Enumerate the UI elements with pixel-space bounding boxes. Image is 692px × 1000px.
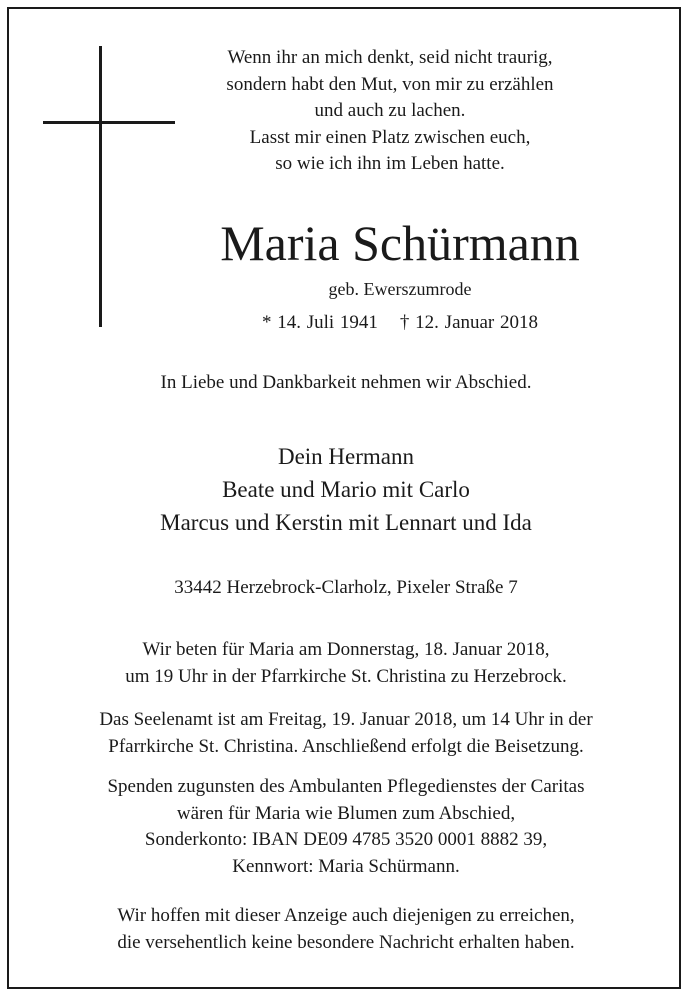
prayer-service xyxy=(40,636,652,690)
closing-note xyxy=(40,903,652,956)
family-address: 33442 Herzebrock-Clarholz, Pixeler Straße 7 xyxy=(174,577,518,598)
birth-name: geb. Ewerszumrode xyxy=(328,279,472,299)
requiem-mass xyxy=(40,706,652,760)
donation-line: Spenden zugunsten des Ambulanten Pflegedienstes der Caritas xyxy=(107,776,585,797)
poem-line: und auch zu lachen. xyxy=(314,100,466,121)
family-list xyxy=(40,440,652,539)
requiem-line: Pfarrkirche St. Christina. Anschließend erfolgt die Beisetzung. xyxy=(108,736,584,757)
service-line: um 19 Uhr in der Pfarrkirche St. Christina zu Herzebrock. xyxy=(125,666,567,687)
family-member: Beate und Mario mit Carlo xyxy=(222,477,470,502)
family-member: Marcus und Kerstin mit Lennart und Ida xyxy=(160,510,532,535)
poem xyxy=(160,45,620,178)
poem-line: so wie ich ihn im Leben hatte. xyxy=(275,153,505,174)
donation-line: wären für Maria wie Blumen zum Abschied, xyxy=(176,802,516,824)
cross-vertical-bar xyxy=(99,46,102,327)
poem-line: Lasst mir einen Platz zwischen euch, xyxy=(249,126,531,148)
poem-line: sondern habt den Mut, von mir zu erzählen xyxy=(226,73,554,95)
birth-date: * 14. Juli 1941 xyxy=(261,312,378,333)
family-member: Dein Hermann xyxy=(277,444,415,469)
service-line: Wir beten für Maria am Donnerstag, 18. Januar 2018, xyxy=(142,639,550,660)
donation-line: Sonderkonto: IBAN DE09 4785 3520 0001 8882 39, xyxy=(144,829,548,850)
farewell-text: In Liebe und Dankbarkeit nehmen wir Abschied. xyxy=(160,372,532,393)
closing-line: Wir hoffen mit dieser Anzeige auch diejenigen zu erreichen, xyxy=(117,905,575,926)
donation-info xyxy=(40,774,652,880)
deceased-name: Maria Schürmann xyxy=(220,215,580,271)
requiem-line: Das Seelenamt ist am Freitag, 19. Januar 2018, um 14 Uhr in der xyxy=(99,709,593,730)
closing-line: die versehentlich keine besondere Nachricht erhalten haben. xyxy=(117,931,575,953)
life-dates xyxy=(200,310,600,336)
poem-line: Wenn ihr an mich denkt, seid nicht traurig, xyxy=(227,47,553,68)
cross-horizontal-bar xyxy=(43,121,175,124)
death-date: † 12. Januar 2018 xyxy=(399,312,539,333)
donation-line: Kennwort: Maria Schürmann. xyxy=(232,855,460,877)
